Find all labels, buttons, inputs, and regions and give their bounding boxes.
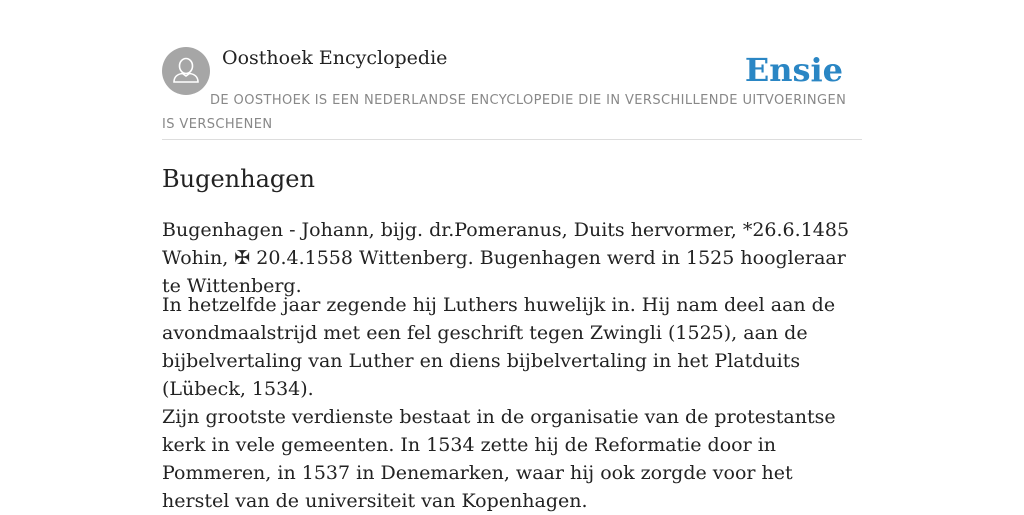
- page: [162, 0, 862, 512]
- article-paragraph-1: Bugenhagen - Johann, bijg. dr.Pomeranus, Duits hervormer, *26.6.1485 Wohin, ✠ 20.4.1558 Wittenberg. Bugenhagen werd in 1525 hoogleraar te Wittenberg.: [162, 219, 850, 297]
- article-paragraph-2: In hetzelfde jaar zegende hij Luthers huwelijk in. Hij nam deel aan de avondmaalstrijd met een fel geschrift tegen Zwingli (1525), aan de bijbelvertaling van Luther en diens bijbelvertaling in het Platduits (Lübeck, 1534).: [162, 294, 836, 400]
- user-icon[interactable]: [162, 47, 210, 95]
- article-paragraph-3: Zijn grootste verdienste bestaat in de organisatie van de protestantse kerk in vele gemeenten. In 1534 zette hij de Reformatie door in Pommeren, in 1537 in Denemarken, waar hij ook zorgde voor het herstel van de universiteit van Kopenhagen.: [162, 406, 836, 512]
- brand-logo[interactable]: Ensie: [744, 51, 843, 89]
- site-tagline: DE OOSTHOEK IS EEN NEDERLANDSE ENCYCLOPEDIE DIE IN VERSCHILLENDE UITVOERINGEN IS VERSCHENEN: [162, 93, 847, 132]
- page-title: Bugenhagen: [162, 165, 315, 193]
- header: [162, 0, 862, 140]
- site-name[interactable]: Oosthoek Encyclopedie: [222, 47, 448, 69]
